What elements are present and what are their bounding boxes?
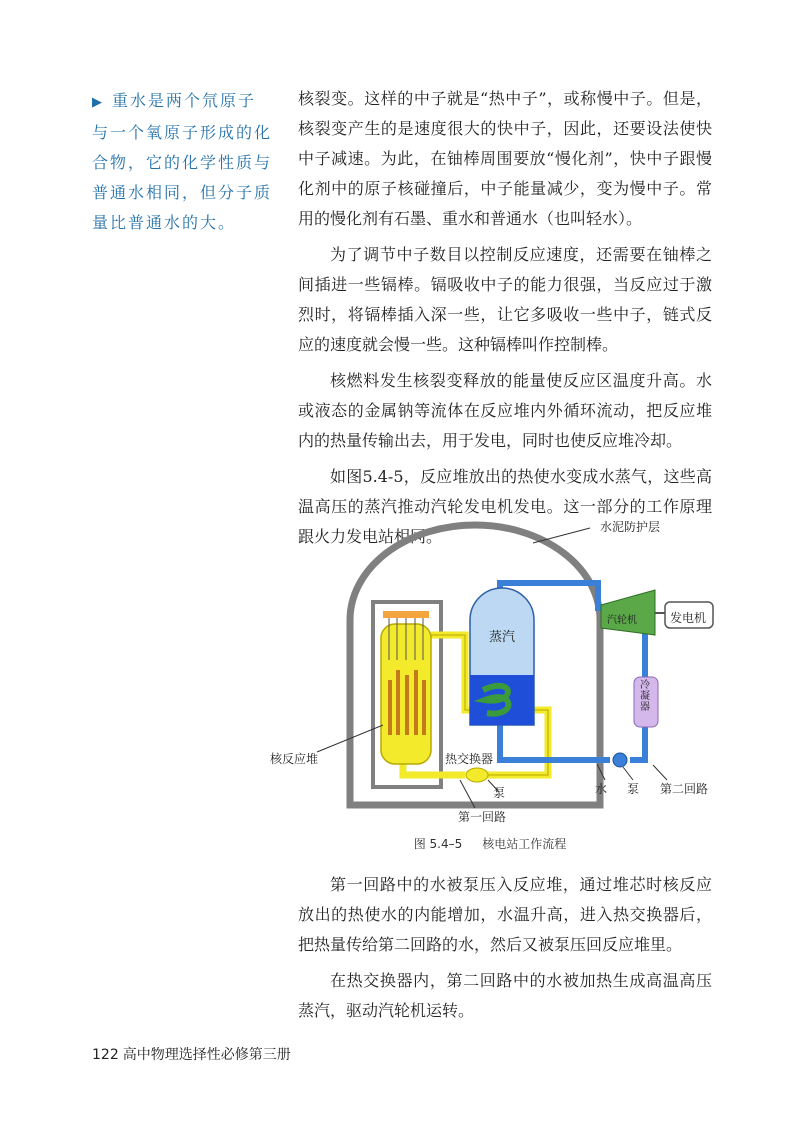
diagram-graphic [255,510,725,830]
paragraph: 如图5.4-5，反应堆放出的热使水变成水蒸气，这些高温高压的蒸汽推动汽轮发电机发电。这一部分的工作原理跟火力发电站相同。 [298,467,712,546]
sidebar-note [92,86,272,238]
nuclear-plant-diagram [255,510,725,860]
label-secondary-pump: 泵 [627,782,640,796]
figure-number: 图 5.4–5 [413,837,463,851]
label-primary-loop: 第一回路 [458,810,507,824]
label-condenser: 冷凝器 [640,680,650,713]
label-primary-pump: 泵 [493,786,506,800]
fuel-rod [405,675,409,735]
fuel-rod [396,670,400,735]
label-generator: 发电机 [670,611,707,625]
secondary-pump [613,753,627,767]
figure-title: 核电站工作流程 [482,837,567,851]
lower-body-text [298,870,712,1032]
paragraph: 核裂变。这样的中子就是“热中子”，或称慢中子。但是，核裂变产生的是速度很大的快中子，因此，还要设法使快中子减速。为此，在铀棒周围要放“慢化剂”，快中子跟慢化剂中的原子核碰撞后，中子能量减少，变为慢中子。常用的慢化剂有石墨、重水和普通水（也叫轻水）。 [298,89,712,228]
triangle-marker-icon: ▶ [92,95,104,110]
main-body-text [298,84,712,558]
fuel-rod [388,680,392,735]
label-secondary-loop: 第二回路 [660,782,709,796]
control-rod-bar [383,611,429,618]
paragraph: 为了调节中子数目以控制反应速度，还需要在铀棒之间插进一些镉棒。镉吸收中子的能力很强，当反应过于激烈时，将镉棒插入深一些，让它多吸收一些中子，链式反应的速度就会慢一些。这种镉棒叫作控制棒。 [298,245,712,354]
label-concrete-shield: 水泥防护层 [600,520,661,534]
paragraph: 第一回路中的水被泵压入反应堆，通过堆芯时核反应放出的热使水的内能增加，水温升高，进入热交换器后，把热量传给第二回路的水，然后又被泵压回反应堆里。 [298,875,712,954]
sidebar-note-text: 重水是两个氘原子与一个氧原子形成的化合物，它的化学性质与普通水相同，但分子质量比普通水的大。 [92,91,273,232]
label-steam: 蒸汽 [489,630,516,645]
label-reactor: 核反应堆 [270,752,319,766]
book-title: 高中物理选择性必修第三册 [122,1047,291,1063]
primary-pump [466,768,488,782]
label-heat-exchanger: 热交换器 [445,752,494,766]
paragraph: 核燃料发生核裂变释放的能量使反应区温度升高。水或液态的金属钠等流体在反应堆内外循环流动，把反应堆内的热量传输出去，用于发电，同时也使反应堆冷却。 [298,371,712,450]
label-turbine: 汽轮机 [607,615,637,626]
figure-caption [255,835,725,852]
label-water: 水 [595,782,608,796]
paragraph: 在热交换器内，第二回路中的水被加热生成高温高压蒸汽，驱动汽轮机运转。 [298,971,712,1020]
fuel-rod [422,680,426,735]
page-number: 122 [92,1047,119,1063]
fuel-rod [414,670,418,735]
page-footer [92,1044,291,1064]
